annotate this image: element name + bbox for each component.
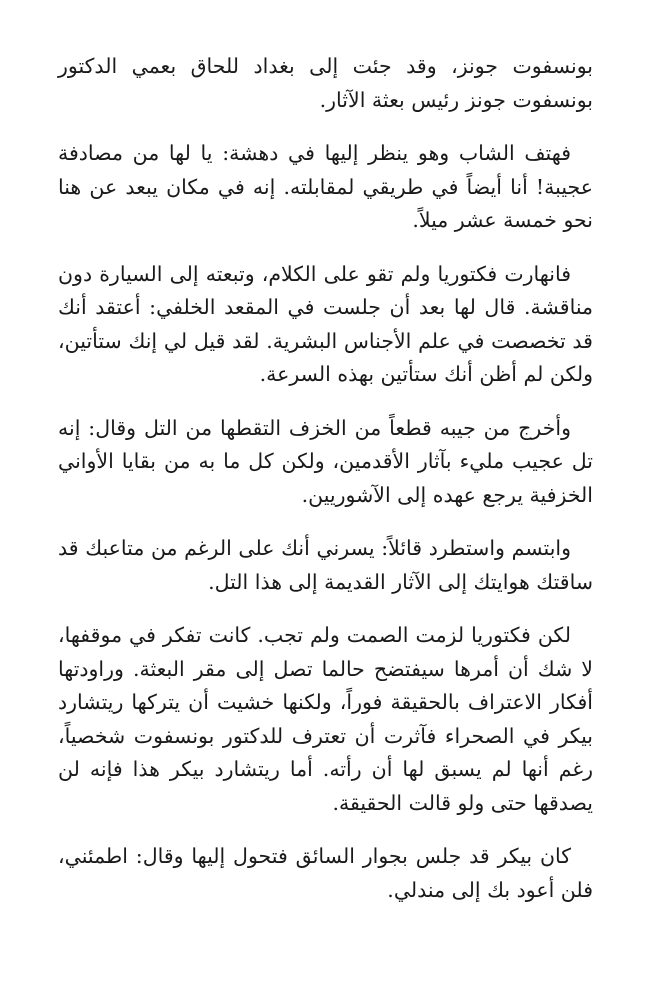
page-body bbox=[0, 50, 651, 927]
paragraph-2: فهتف الشاب وهو ينظر إليها في دهشة: يا لها من مصادفة عجيبة! أنا أيضاً في طريقي لمقابلته. إنه في مكان يبعد عن هنا نحو خمسة عشر ميلاً. bbox=[58, 141, 593, 232]
paragraph-5: وابتسم واستطرد قائلاً: يسرني أنك على الرغم من متاعبك قد ساقتك هوايتك إلى الآثار القديمة إلى هذا التل. bbox=[58, 536, 593, 594]
paragraph-1: بونسفوت جونز، وقد جئت إلى بغداد للحاق بعمي الدكتور بونسفوت جونز رئيس بعثة الآثار. bbox=[58, 54, 593, 112]
paragraph-3: فانهارت فكتوريا ولم تقو على الكلام، وتبعته إلى السيارة دون مناقشة. قال لها بعد أن جلست في المقعد الخلفي: أعتقد أنك قد تخصصت في علم الأجناس البشرية. لقد قيل لي إنك ستأتين، ولكن لم أظن أنك ستأتين بهذه السرعة. bbox=[58, 261, 593, 386]
paragraph-7: كان بيكر قد جلس بجوار السائق فتحول إليها وقال: اطمئني، فلن أعود بك إلى مندلي. bbox=[58, 844, 593, 902]
paragraph-6: لكن فكتوريا لزمت الصمت ولم تجب. كانت تفكر في موقفها، لا شك أن أمرها سيفتضح حالما تصل إلى مقر البعثة. وراودتها أفكار الاعتراف بالحقيقة فوراً، ولكنها خشيت أن يتركها ريتشارد بيكر في الصحراء فآثرت أن تعترف للدكتور بونسفوت شخصياً، رغم أنها لم يسبق لها أن رأته. أما ريتشارد بيكر هذا فإنه لن يصدقها حتى ولو قالت الحقيقة. bbox=[58, 623, 593, 815]
paragraph-4: وأخرج من جيبه قطعاً من الخزف التقطها من التل وقال: إنه تل عجيب مليء بآثار الأقدمين، ولكن كل ما به من بقايا الأواني الخزفية يرجع عهده إلى الآشوريين. bbox=[58, 415, 593, 507]
